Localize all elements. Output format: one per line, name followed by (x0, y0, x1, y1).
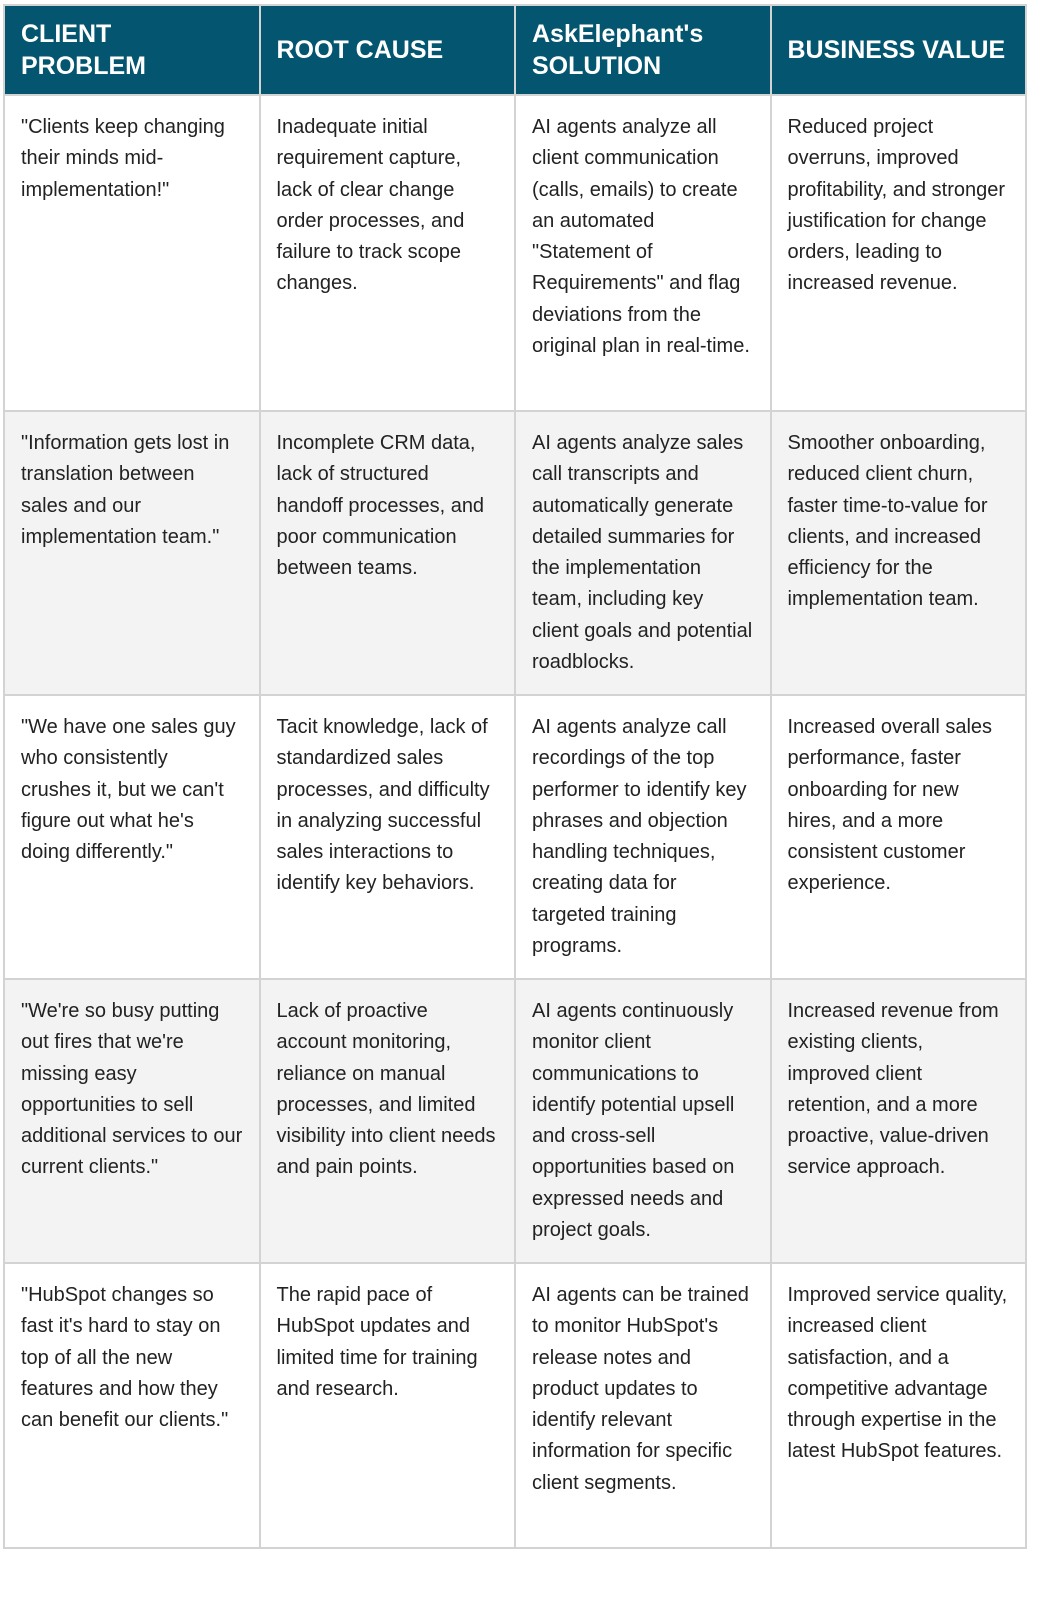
cell-value: Increased revenue from existing clients, improved client retention, and a more proactive, value-driven service approach. (771, 979, 1027, 1263)
cell-cause: The rapid pace of HubSpot updates and limited time for training and research. (260, 1263, 516, 1548)
cell-cause: Tacit knowledge, lack of standardized sales processes, and difficulty in analyzing successful sales interactions to identify key behaviors. (260, 695, 516, 979)
cell-value: Improved service quality, increased client satisfaction, and a competitive advantage through expertise in the latest HubSpot features. (771, 1263, 1027, 1548)
cell-problem: "HubSpot changes so fast it's hard to stay on top of all the new features and how they can benefit our clients." (4, 1263, 260, 1548)
header-row (4, 5, 1026, 95)
cell-solution: AI agents can be trained to monitor HubSpot's release notes and product updates to identify relevant information for specific client segments. (515, 1263, 771, 1548)
table-row (4, 411, 1026, 695)
table-row (4, 95, 1026, 411)
cell-cause: Lack of proactive account monitoring, reliance on manual processes, and limited visibility into client needs and pain points. (260, 979, 516, 1263)
cell-value: Increased overall sales performance, faster onboarding for new hires, and a more consistent customer experience. (771, 695, 1027, 979)
cell-solution: AI agents analyze sales call transcripts and automatically generate detailed summaries for the implementation team, including key client goals and potential roadblocks. (515, 411, 771, 695)
header-business-value: BUSINESS VALUE (771, 5, 1027, 95)
cell-value: Reduced project overruns, improved profitability, and stronger justification for change orders, leading to increased revenue. (771, 95, 1027, 411)
cell-problem: "We're so busy putting out fires that we're missing easy opportunities to sell additional services to our current clients." (4, 979, 260, 1263)
cell-problem: "Information gets lost in translation between sales and our implementation team." (4, 411, 260, 695)
table-row (4, 979, 1026, 1263)
table-row (4, 1263, 1026, 1548)
cell-problem: "We have one sales guy who consistently crushes it, but we can't figure out what he's doing differently." (4, 695, 260, 979)
header-client-problem: CLIENT PROBLEM (4, 5, 260, 95)
header-root-cause: ROOT CAUSE (260, 5, 516, 95)
comparison-table (3, 4, 1027, 1549)
cell-solution: AI agents analyze all client communication (calls, emails) to create an automated "Statement of Requirements" and flag deviations from the original plan in real-time. (515, 95, 771, 411)
cell-cause: Inadequate initial requirement capture, lack of clear change order processes, and failure to track scope changes. (260, 95, 516, 411)
cell-cause: Incomplete CRM data, lack of structured handoff processes, and poor communication between teams. (260, 411, 516, 695)
cell-value: Smoother onboarding, reduced client churn, faster time-to-value for clients, and increased efficiency for the implementation team. (771, 411, 1027, 695)
table-row (4, 695, 1026, 979)
cell-solution: AI agents continuously monitor client communications to identify potential upsell and cross-sell opportunities based on expressed needs and project goals. (515, 979, 771, 1263)
cell-problem: "Clients keep changing their minds mid-implementation!" (4, 95, 260, 411)
header-solution: AskElephant's SOLUTION (515, 5, 771, 95)
cell-solution: AI agents analyze call recordings of the top performer to identify key phrases and objection handling techniques, creating data for targeted training programs. (515, 695, 771, 979)
